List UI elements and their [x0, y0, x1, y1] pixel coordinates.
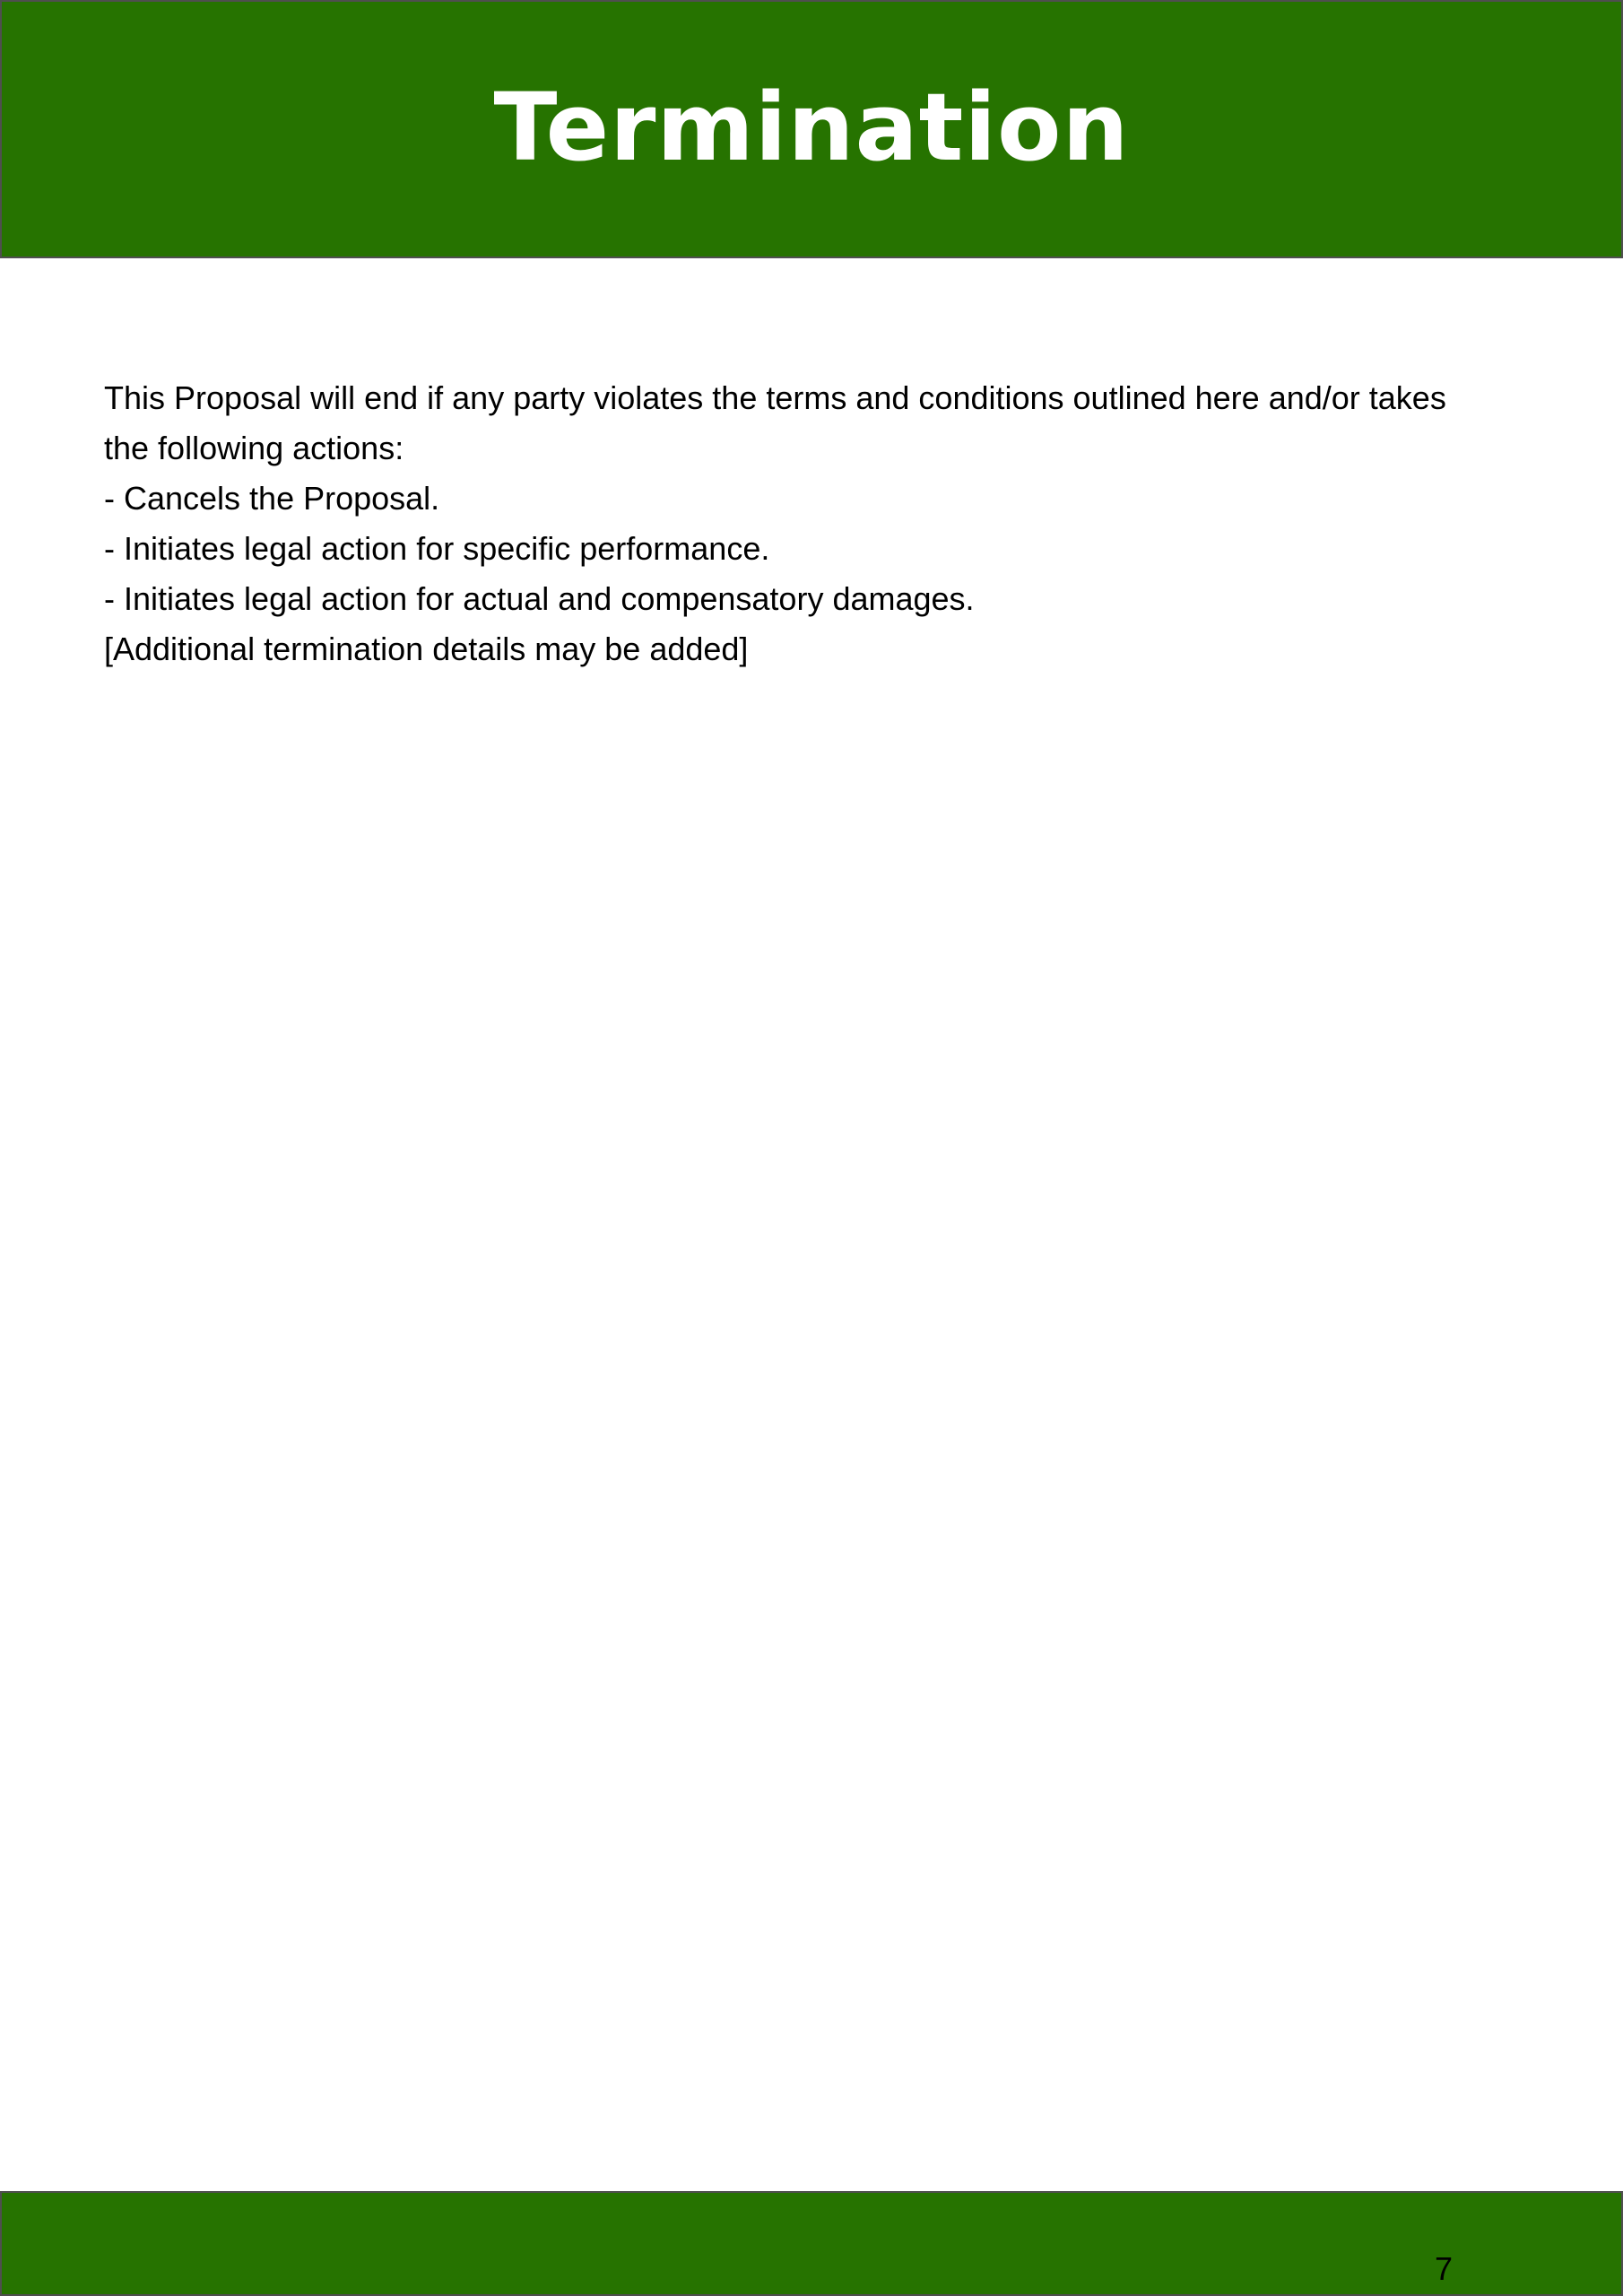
page-title: Termination: [493, 73, 1130, 182]
list-item: - Initiates legal action for specific performance.: [104, 530, 770, 567]
intro-line-1: This Proposal will end if any party violates the terms and conditions outlined here and/or takes: [104, 379, 1446, 416]
additional-details-note: [Additional termination details may be added]: [104, 631, 749, 667]
list-item: - Initiates legal action for actual and compensatory damages.: [104, 580, 975, 617]
page-number: 7: [1435, 2250, 1454, 2287]
footer-band: [0, 2191, 1623, 2296]
termination-body: [104, 373, 1467, 674]
list-item: - Cancels the Proposal.: [104, 480, 440, 517]
intro-line-2: the following actions:: [104, 430, 404, 466]
